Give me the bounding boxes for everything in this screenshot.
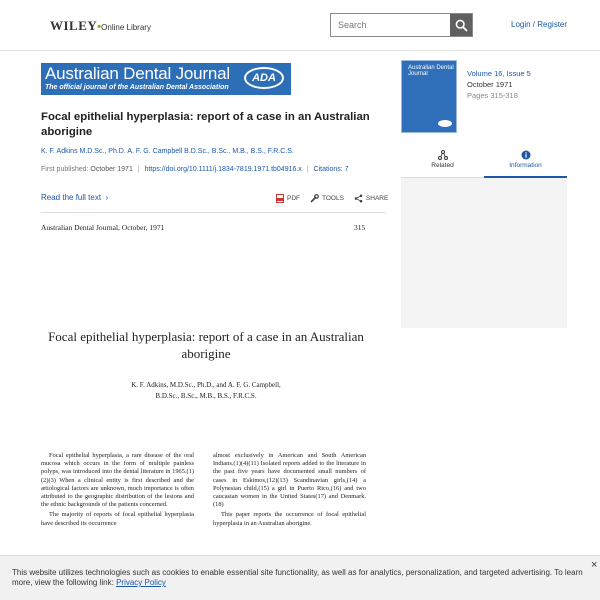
journal-banner[interactable]	[41, 63, 291, 95]
share-button[interactable]	[354, 194, 388, 203]
tools-label: TOOLS	[322, 195, 344, 202]
scan-title: Focal epithelial hyperplasia: report of a case in an Australian aborigine	[48, 329, 364, 361]
citations-link[interactable]: Citations: 7	[313, 166, 349, 173]
login-register-link[interactable]	[511, 20, 567, 29]
ada-logo: ADA	[244, 67, 284, 89]
cookie-text	[12, 568, 587, 588]
article-meta	[41, 166, 349, 173]
read-full-text-label: Read the full text	[41, 193, 102, 202]
article-title: Focal epithelial hyperplasia: report of a case in an Australian aborigine	[41, 111, 370, 138]
cover-title: Australian Dental Journal	[408, 65, 454, 77]
issue-info	[467, 68, 531, 101]
info-icon	[521, 150, 531, 160]
privacy-policy-link[interactable]: Privacy Policy	[116, 578, 166, 587]
logo-sub: Online Library	[101, 23, 151, 32]
volume-issue-link[interactable]: Volume 16, Issue 5	[467, 69, 531, 78]
scan-paragraph: This paper reports the occurrence of focal epithelial hyperplasia in an Australian aborigine.	[213, 511, 366, 527]
divider	[41, 212, 386, 213]
meta-separator: |	[306, 166, 309, 173]
tab-information[interactable]	[484, 147, 567, 178]
sidebar-tabs	[401, 147, 567, 178]
tab-related-label: Related	[431, 162, 454, 169]
logo-dot-icon: •	[97, 21, 102, 33]
wrench-icon	[310, 194, 319, 203]
pdf-label: PDF	[287, 195, 300, 202]
chevron-right-icon: ›	[103, 193, 109, 202]
meta-separator: |	[137, 166, 140, 173]
issue-pages: Pages 315-318	[467, 91, 518, 100]
tab-information-label: Information	[509, 162, 542, 169]
journal-name: Australian Dental Journal	[45, 64, 230, 83]
close-icon[interactable]: ×	[591, 559, 598, 571]
logo-brand: WILEY	[50, 18, 98, 33]
pdf-icon	[276, 194, 284, 203]
scan-paragraph: almost exclusively in American and South American Indians.(1)(4)(11) Isolated reports added to the literature in the past five years have documented small numbers of cases in Eskimos,(12)(13) Scandinavian girls,(14) a Polynesian child,(15) a girl in Puerto Rico,(16) and two caucasian women in the United States(17) and Denmark.(18)	[213, 452, 366, 509]
scan-column-right	[213, 452, 366, 530]
scan-running-header: Australian Dental Journal, October, 1971	[41, 223, 165, 232]
article-authors[interactable]: K. F. Adkins M.D.Sc., Ph.D. A. F. G. Campbell B.D.Sc., B.Sc., M.B., B.S., F.R.C.S.	[41, 148, 294, 155]
cookie-banner	[0, 555, 600, 600]
search-input[interactable]	[331, 14, 450, 36]
first-published-value: October 1971	[90, 166, 133, 173]
cover-badge-icon	[438, 120, 452, 127]
information-panel	[401, 178, 567, 328]
scan-paragraph: Focal epithelial hyperplasia, a rare disease of the oral mucosa which occurs in the form of multiple painless polyps, was introduced into the dental literature in 1965.(1)(2)(3) When a clinical entity is first described and the ætiological factors are unknown, much importance is often attributed to the geographic distribution of the lesions and the ethnic backgrounds of the patients concerned.	[41, 452, 194, 509]
issue-cover-image[interactable]	[401, 60, 457, 133]
scan-authors	[41, 380, 371, 402]
scan-page-number: 315	[354, 223, 366, 232]
share-label: SHARE	[365, 195, 389, 202]
first-published-label: First published:	[41, 166, 89, 173]
search-box	[330, 13, 473, 37]
scan-authors-line1: K. F. Adkins, M.D.Sc., Ph.D., and A. F. G. Campbell,	[131, 381, 281, 389]
scan-column-left	[41, 452, 194, 530]
wiley-logo[interactable]	[50, 18, 151, 34]
scan-authors-line2: B.D.Sc., B.Sc., M.B., B.S., F.R.C.S.	[155, 392, 257, 400]
issue-date: October 1971	[467, 80, 513, 89]
login-label[interactable]: Login / Register	[511, 20, 568, 29]
pdf-button[interactable]	[276, 194, 300, 203]
search-icon	[455, 19, 468, 32]
tab-related[interactable]	[401, 147, 484, 178]
share-icon	[354, 194, 363, 203]
network-icon	[438, 150, 448, 160]
article-actions	[276, 194, 388, 203]
read-full-text-link[interactable]	[41, 193, 108, 202]
cookie-message: This website utilizes technologies such as cookies to enable essential site functionality, as well as for analytics, personalization, and targeted advertising. To learn more, view the following link:	[12, 568, 583, 587]
journal-tagline: The official journal of the Australian Dental Association	[45, 84, 229, 91]
scan-paragraph: The majority of reports of focal epithelial hyperplasia have described its occurrence	[41, 511, 194, 527]
tools-button[interactable]	[310, 194, 344, 203]
doi-link[interactable]: https://doi.org/10.1111/j.1834-7819.1971.tb04916.x	[144, 166, 302, 173]
search-button[interactable]	[450, 14, 472, 36]
site-header	[0, 0, 600, 51]
first-page-preview	[41, 220, 371, 560]
